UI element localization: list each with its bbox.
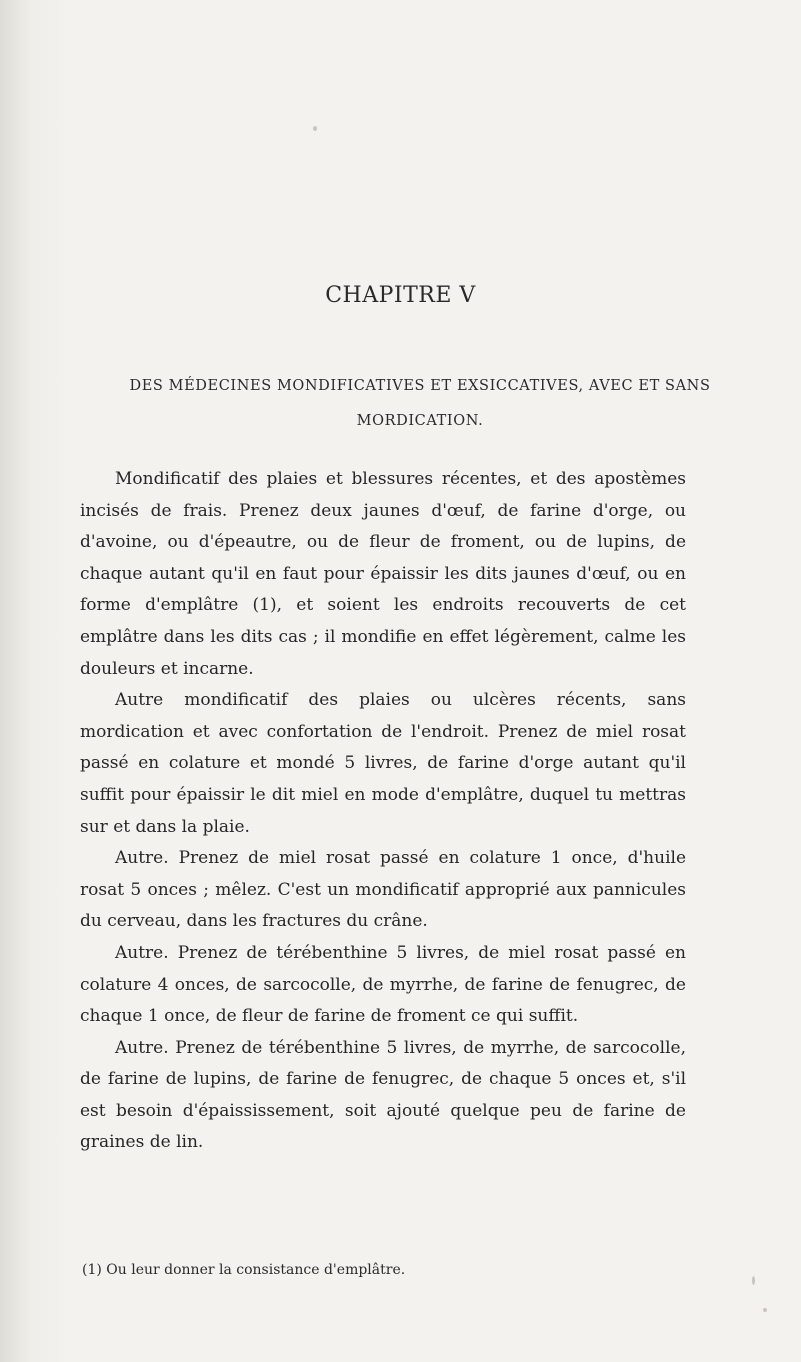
footnote: (1) Ou leur donner la consistance d'emplâtre.: [82, 1262, 406, 1278]
chapter-subtitle: DES MÉDECINES MONDIFICATIVES ET EXSICCATIVES, AVEC ET SANS MORDICATION.: [129, 378, 711, 429]
paper-blemish: [752, 1276, 755, 1285]
paragraph: Autre mondificatif des plaies ou ulcères récents, sans mordication et avec confortation de l'endroit. Prenez de miel rosat passé en colature et mondé 5 livres, de farine d'orge autant qu'il suffit pour épaissir le dit miel en mode d'emplâtre, duquel tu mettras sur et dans la plaie.: [80, 690, 686, 837]
paper-blemish: [763, 1308, 767, 1312]
body-text: [80, 464, 686, 1159]
paragraph: Autre. Prenez de térébenthine 5 livres, de myrrhe, de sarcocolle, de farine de lupins, de farine de fenugrec, de chaque 5 onces et, s'il est besoin d'épaississement, soit ajouté quelque peu de farine de graines de lin.: [80, 1037, 686, 1153]
paragraph: Autre. Prenez de miel rosat passé en colature 1 once, d'huile rosat 5 onces ; mêlez. C'est un mondificatif approprié aux pannicules du cerveau, dans les fractures du crâne.: [80, 848, 686, 932]
paper-blemish: [313, 126, 317, 131]
paragraph: Mondificatif des plaies et blessures récentes, et des apostèmes incisés de frais. Prenez deux jaunes d'œuf, de farine d'orge, ou d'avoine, ou d'épeautre, ou de fleur de froment, ou de lupins, de chaque autant qu'il en faut pour épaissir les dits jaunes d'œuf, ou en forme d'emplâtre (1), et soient les endroits recouverts de cet emplâtre dans les dits cas ; il mondifie en effet légèrement, calme les douleurs et incarne.: [80, 469, 686, 679]
chapter-title: CHAPITRE V: [325, 283, 476, 308]
paragraph: Autre. Prenez de térébenthine 5 livres, de miel rosat passé en colature 4 onces, de sarcocolle, de myrrhe, de farine de fenugrec, de chaque 1 once, de fleur de farine de froment ce qui suffit.: [80, 942, 686, 1027]
